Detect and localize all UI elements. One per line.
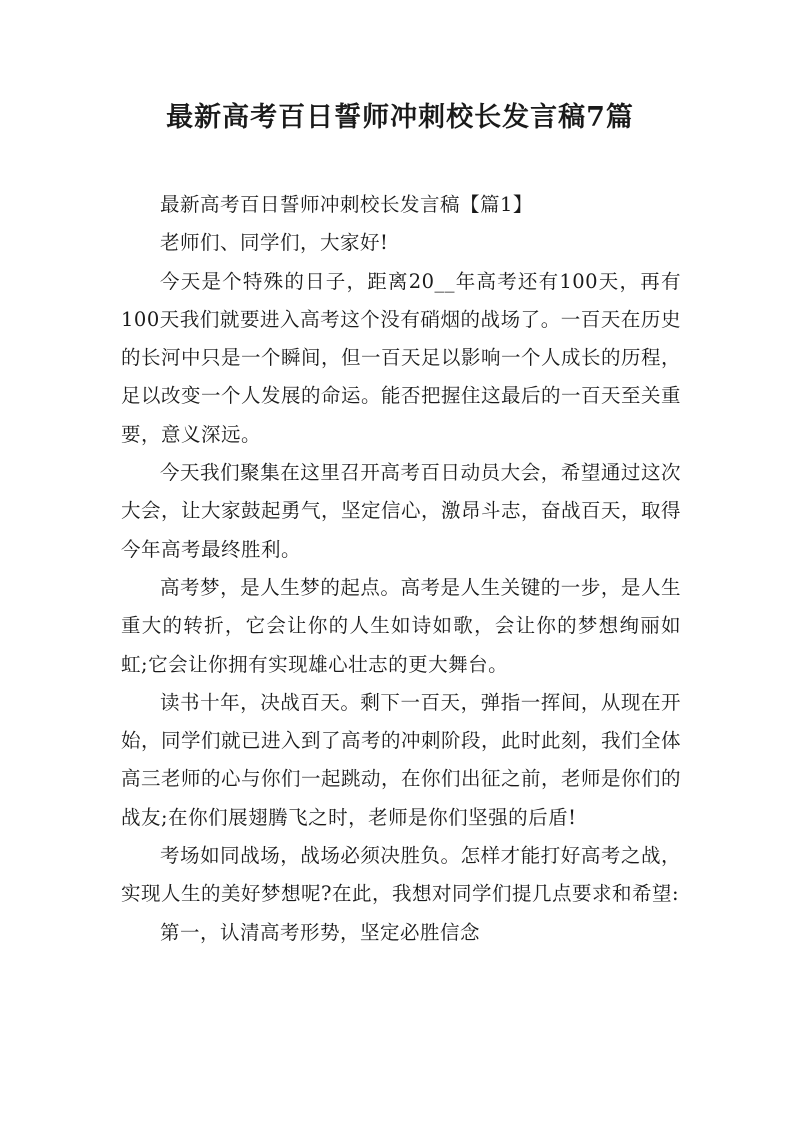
greeting-paragraph: 老师们、同学们，大家好! xyxy=(160,231,389,255)
body-paragraph: 今天我们聚集在这里召开高考百日动员大会，希望通过这次大会，让大家鼓起勇气，坚定信心，激昂斗志，奋战百天，取得今年高考最终胜利。 xyxy=(121,461,682,561)
body-paragraph: 今天是个特殊的日子，距离20__年高考还有100天，再有100天我们就要进入高考这个没有硝烟的战场了。一百天在历史的长河中只是一个瞬间，但一百天足以影响一个人成长的历程，足以改变一个人发展的命运。能否把握住这最后的一百天至关重要，意义深远。 xyxy=(121,269,682,446)
body-paragraph: 考场如同战场，战场必须决胜负。怎样才能打好高考之战，实现人生的美好梦想呢?在此，我想对同学们提几点要求和希望: xyxy=(121,844,681,906)
body-paragraph: 读书十年，决战百天。剩下一百天，弹指一挥间，从现在开始，同学们就已进入到了高考的冲刺阶段，此时此刻，我们全体高三老师的心与你们一起跳动，在你们出征之前，老师是你们的战友;在你们展翅腾飞之时，老师是你们坚强的后盾! xyxy=(121,690,682,829)
document-title: 最新高考百日誓师冲刺校长发言稿7篇 xyxy=(166,102,634,133)
point-heading: 第一，认清高考形势，坚定必胜信念 xyxy=(160,920,481,944)
document-body xyxy=(121,186,681,952)
body-paragraph: 高考梦，是人生梦的起点。高考是人生关键的一步，是人生重大的转折，它会让你的人生如诗如歌，会让你的梦想绚丽如虹;它会让你拥有实现雄心壮志的更大舞台。 xyxy=(121,575,681,676)
section-heading: 最新高考百日誓师冲刺校长发言稿【篇1】 xyxy=(160,193,533,216)
